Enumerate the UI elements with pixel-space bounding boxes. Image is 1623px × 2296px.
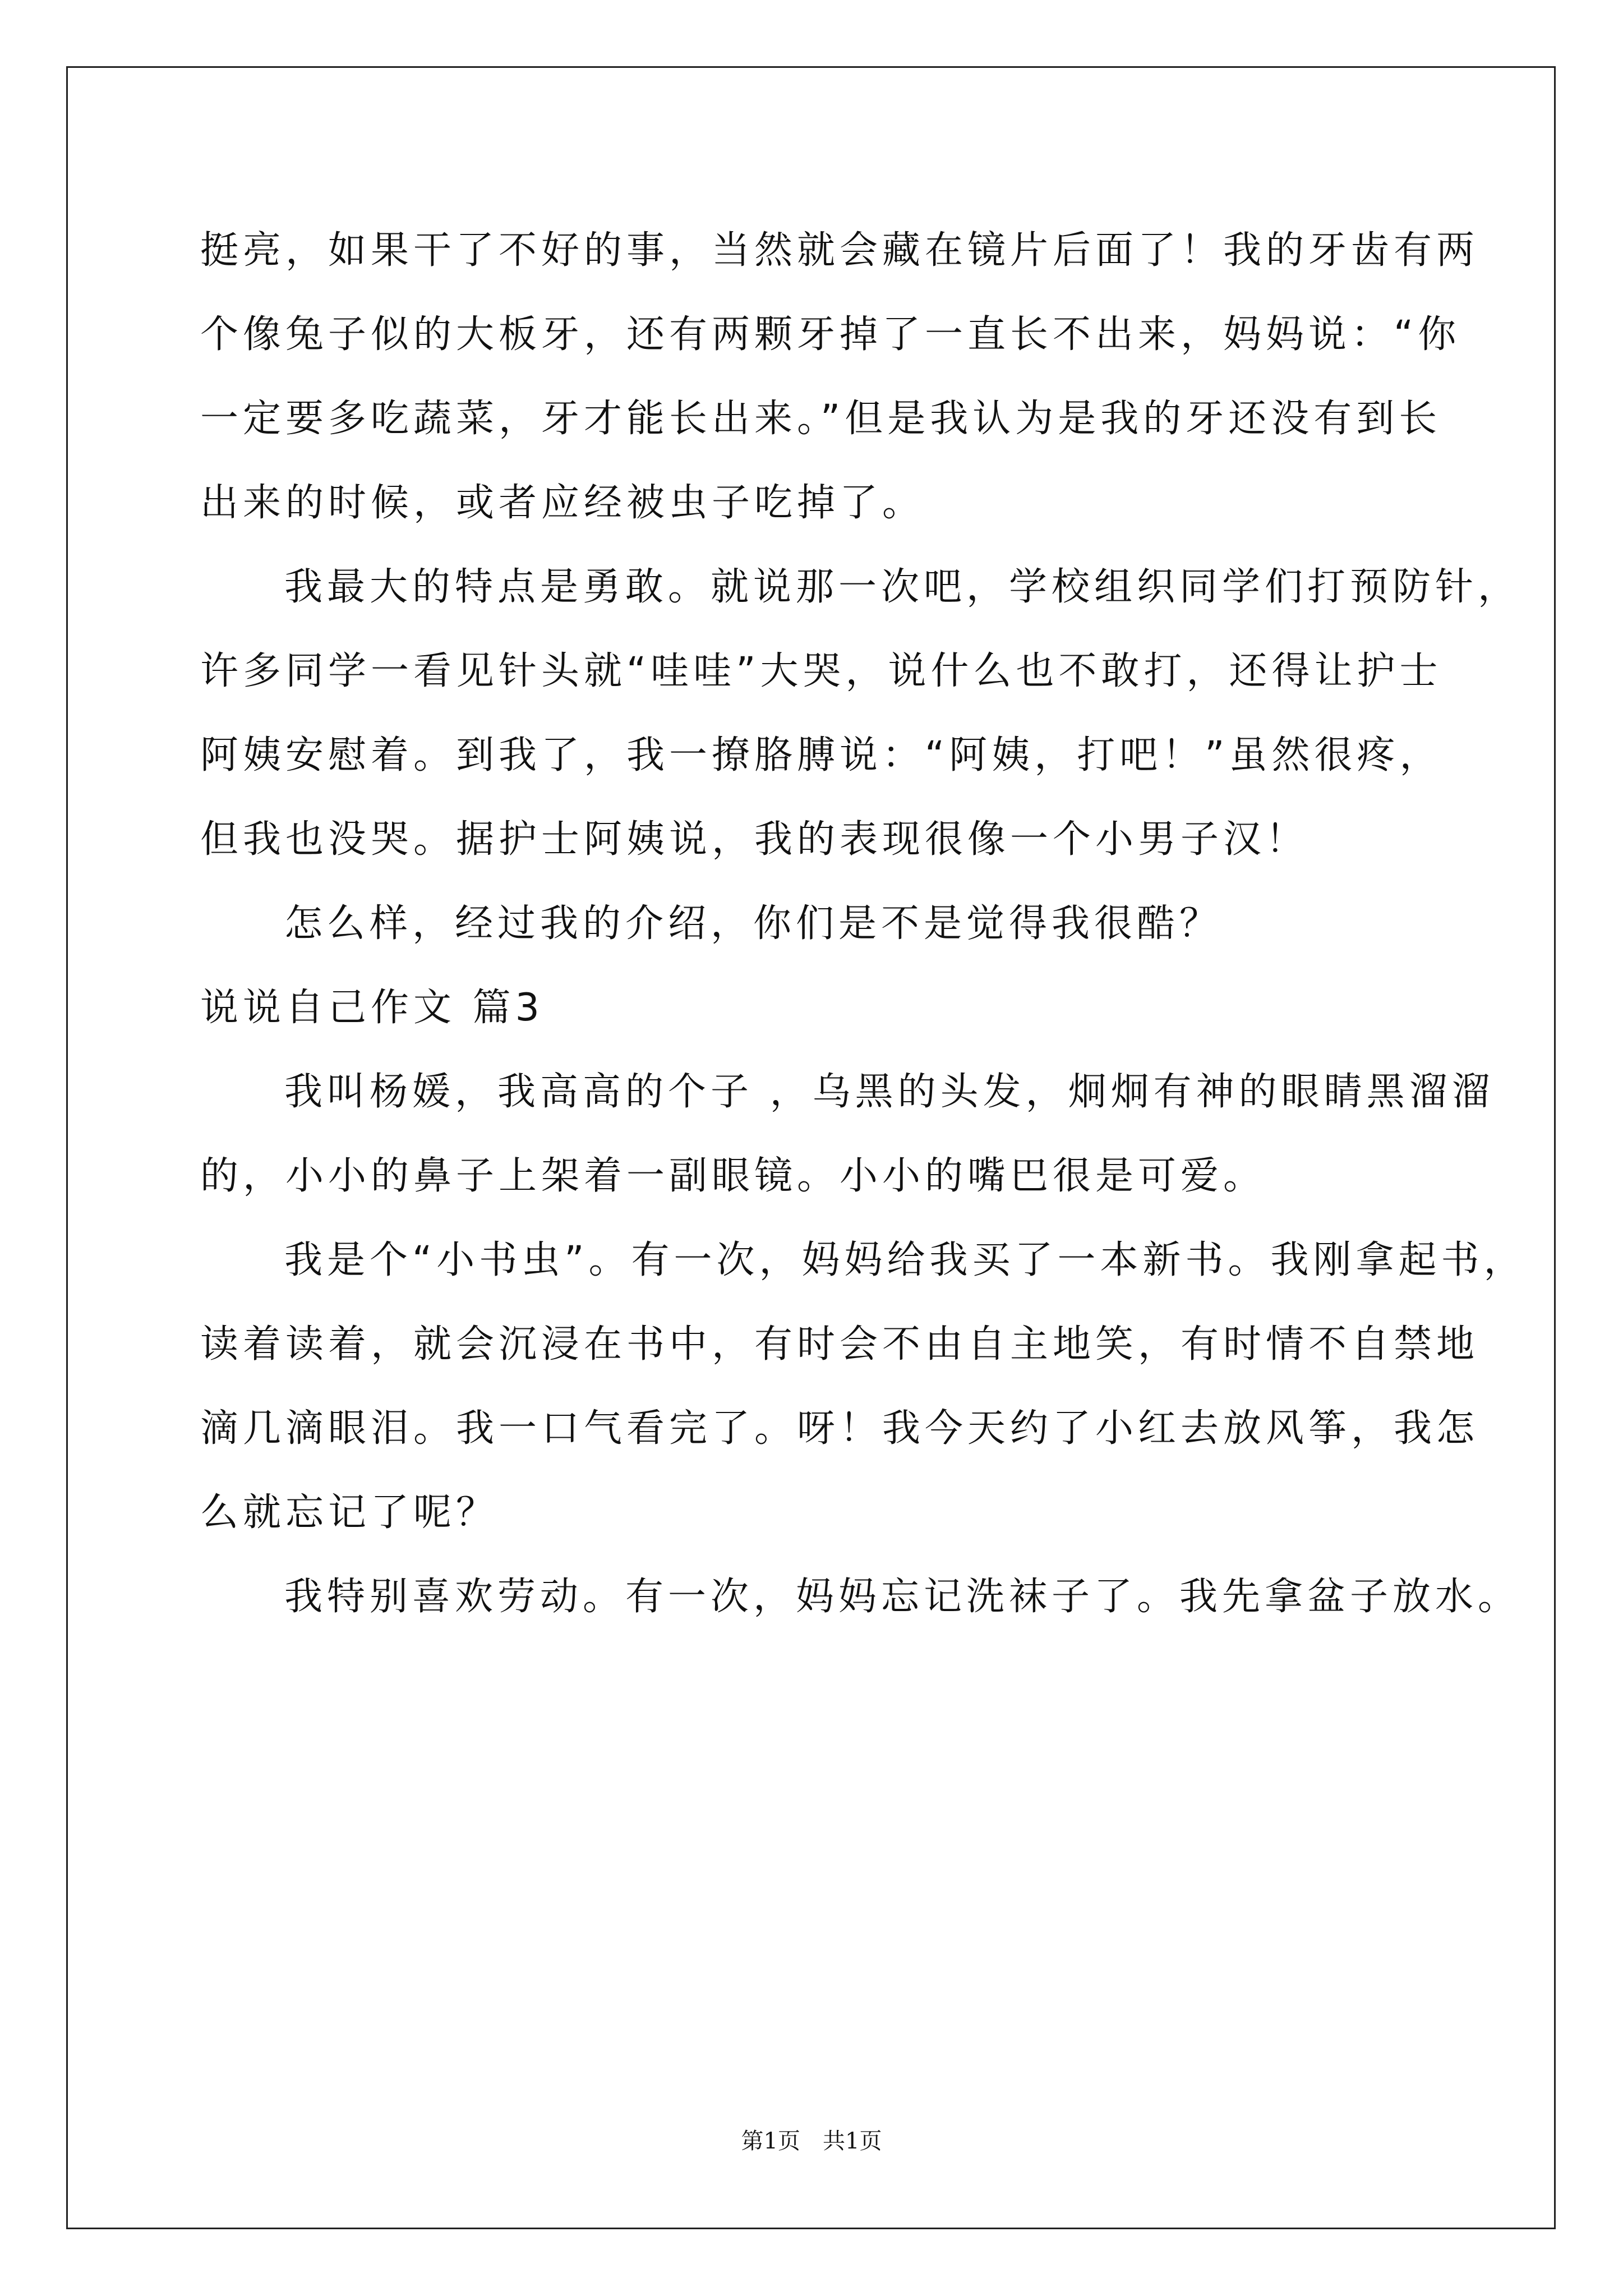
text-line: 的，小小的鼻子上架着一副眼镜。小小的嘴巴很是可爱。 — [200, 1154, 1266, 1198]
text-line: 个像兔子似的大板牙，还有两颗牙掉了一直长不出来，妈妈说：“你 — [200, 312, 1461, 357]
text-line: 我叫杨媛，我高高的个子 ，乌黑的头发，炯炯有神的眼睛黑溜溜 — [284, 1070, 1495, 1114]
text-line: 我特别喜欢劳动。有一次，妈妈忘记洗袜子了。我先拿盆子放水。 — [284, 1575, 1521, 1619]
text-line: 阿姨安慰着。到我了，我一撩胳膊说：“阿姨，打吧！”虽然很疼， — [200, 733, 1442, 777]
text-line: 我最大的特点是勇敢。就说那一次吧，学校组织同学们打预防针， — [284, 565, 1521, 609]
section-heading: 说说自己作文 篇3 — [200, 986, 544, 1030]
text-line: 许多同学一看见针头就“哇哇”大哭，说什么也不敢打，还得让护士 — [200, 649, 1442, 693]
page-number: 第1页 共1页 — [741, 2128, 882, 2154]
text-line: 我是个“小书虫”。有一次，妈妈给我买了一本新书。我刚拿起书， — [284, 1238, 1527, 1282]
text-line: 怎么样，经过我的介绍，你们是不是觉得我很酷？ — [284, 901, 1223, 946]
text-line: 读着读着，就会沉浸在书中，有时会不由自主地笑，有时情不自禁地 — [200, 1322, 1479, 1366]
text-line: 一定要多吃蔬菜，牙才能长出来。”但是我认为是我的牙还没有到长 — [200, 397, 1442, 441]
text-line: 滴几滴眼泪。我一口气看完了。呀！我今天约了小红去放风筝，我怎 — [200, 1406, 1479, 1451]
text-line: 但我也没哭。据护士阿姨说，我的表现很像一个小男子汉！ — [200, 817, 1309, 862]
text-line: 出来的时候，或者应经被虫子吃掉了。 — [200, 481, 925, 525]
text-line: 挺亮，如果干了不好的事，当然就会藏在镜片后面了！我的牙齿有两 — [200, 228, 1479, 273]
text-line: 么就忘记了呢？ — [200, 1490, 499, 1535]
